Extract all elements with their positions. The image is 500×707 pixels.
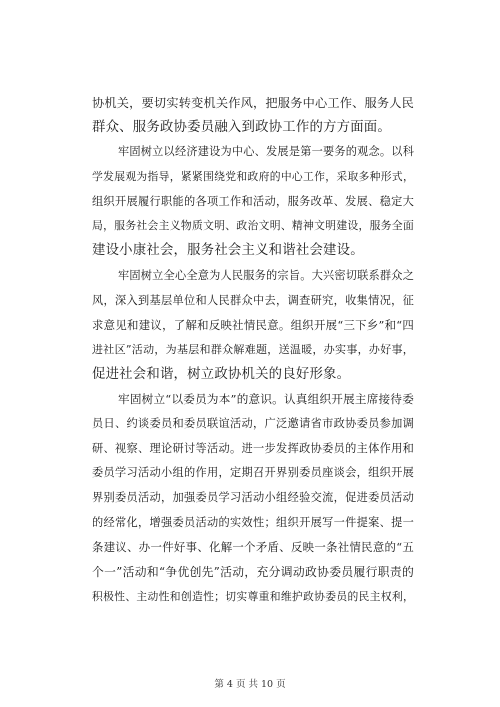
text-line: 促进社会和谐，树立政协机关的良好形象。 [92,366,351,382]
text-line: 积极性、主动性和创造性；切实尊重和维护政协委员的民主权利， [92,589,414,603]
text-line: 界别委员活动，加强委员学习活动小组经验交流，促进委员活动 [92,491,414,504]
text-line: 进社区”活动，为基层和群众解难题，送温暖，办实事，办好事， [92,342,414,356]
text-line: 条建议、办一件好事、化解一个矛盾、反映一条社情民意的“五 [92,540,414,555]
text-line: 协机关，要切实转变机关作风，把服务中心工作、服务人民 [92,96,415,110]
text-line: 的经常化，增强委员活动的实效性；组织开展写一件提案、提一 [92,515,414,529]
text-line: 牢固树立以经济建设为中心、发展是第一要务的观念。以科 [118,145,415,159]
text-line: 求意见和建议，了解和反映社情民意。组织开展“三下乡”和“四 [92,318,414,333]
text-line: 委员学习活动小组的作用，定期召开界别委员座谈会，组织开展 [92,466,414,480]
page-footer: 第 4 页 共 10 页 [214,679,286,690]
text-line: 个一”活动和“争优创先”活动，充分调动政协委员履行职责的 [92,565,414,580]
text-line: 组织开展履行职能的各项工作和活动，服务改革、发展、稳定大 [92,194,414,208]
text-line: 建设小康社会，服务社会主义和谐社会建设。 [92,243,364,259]
text-line: 员日、约谈委员和委员联谊活动，广泛邀请省市政协委员参加调 [92,416,414,430]
text-line: 学发展观为指导，紧紧围绕党和政府的中心工作，采取多种形式， [92,170,414,184]
text-line: 牢固树立“以委员为本”的意识。认真组织开展主席接待委 [118,392,414,407]
text-line: 研、视察、理论研讨等活动。进一步发挥政协委员的主体作用和 [92,441,414,455]
text-line: 群众、服务政协委员融入到政协工作的方方面面。 [92,119,391,135]
text-line: 局，服务社会主义物质文明、政治文明、精神文明建设，服务全面 [92,219,414,233]
text-line: 牢固树立全心全意为人民服务的宗旨。大兴密切联系群众之 [118,268,415,282]
document-body [92,91,414,609]
text-line: 风，深入到基层单位和人民群众中去，调查研究，收集情况，征 [92,293,414,307]
